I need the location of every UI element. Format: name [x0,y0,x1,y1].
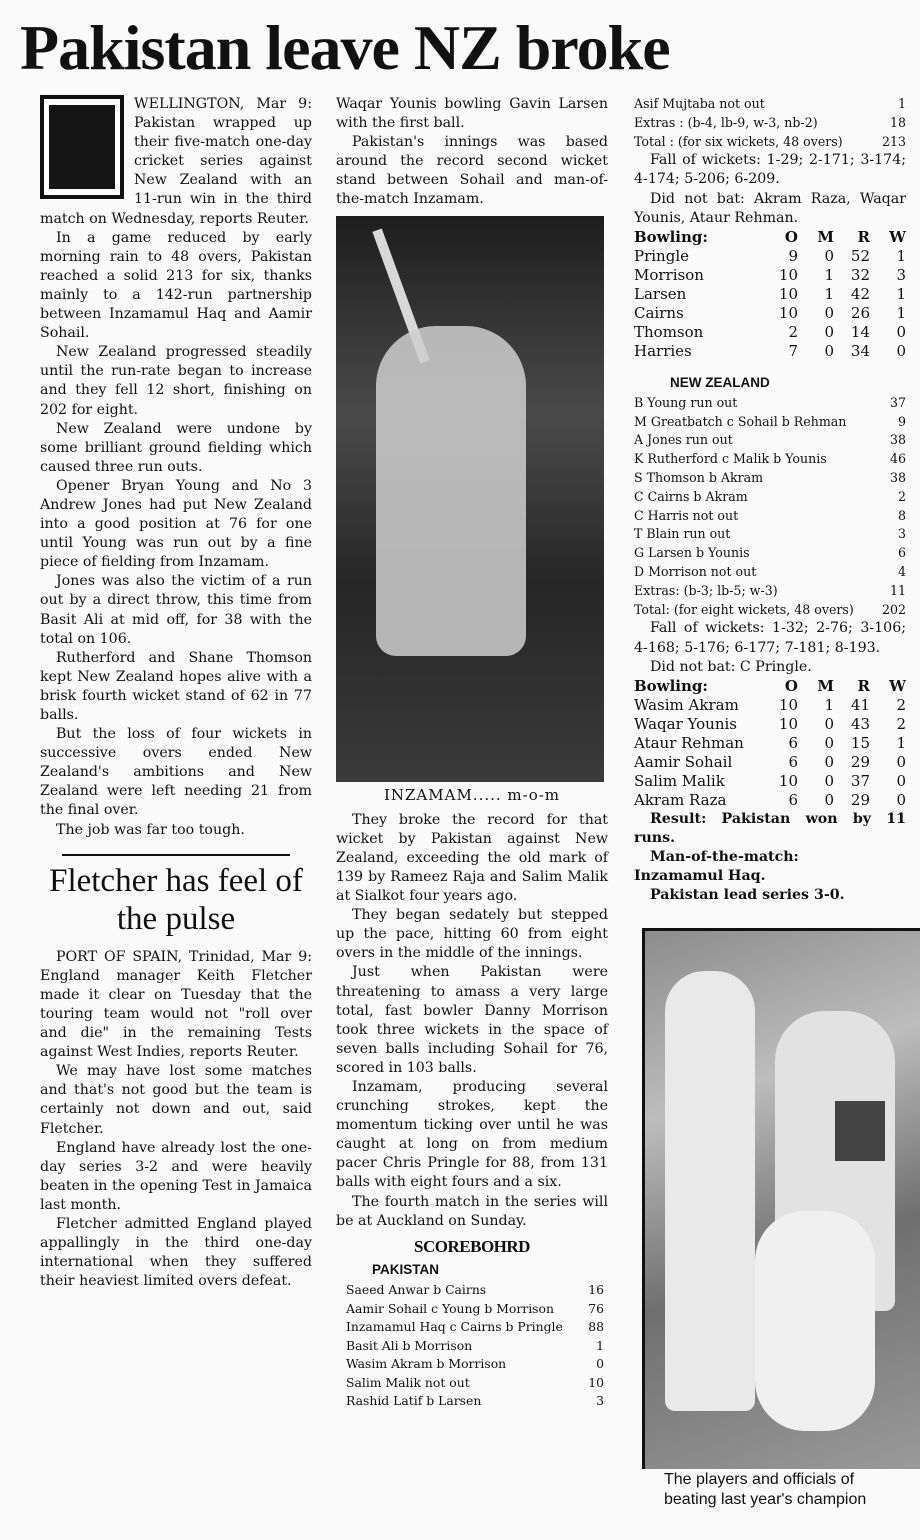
bowling-header: Bowling: O M R W [634,227,906,246]
main-story-continued [336,95,608,210]
batting-row: C Harris not out 8 [634,507,906,523]
main-story-body [40,95,312,840]
paragraph: Fletcher admitted England played appallingly in the third one-day international when they suffered their heaviest limited overs defeat. [40,1215,312,1290]
batting-row: Aamir Sohail c Young b Morrison 76 [346,1300,604,1316]
batting-row: B Young run out 37 [634,394,906,410]
paragraph: Just when Pakistan were threatening to amass a very large total, fast bowler Danny Morrison took three wickets in the space of seven balls including Sohail for 76, scored in 103 balls. [336,964,608,1076]
second-story-body [40,948,312,1292]
batting-row: K Rutherford c Malik b Younis 46 [634,451,906,467]
pakistan-heading: PAKISTAN [372,1261,439,1277]
pakistan-batting-list [336,1281,608,1411]
paragraph: Rutherford and Shane Thomson kept New Zealand hopes alive with a brisk fourth wicket stand of 62 in 77 balls. [40,649,312,723]
paragraph: New Zealand progressed steadily until the run-rate began to increase and they fell 12 short, finishing on 202 for eight. [40,344,312,418]
pak-bowling-table [634,696,906,810]
paragraph: New Zealand were undone by some brilliant ground fielding which caused three run outs. [40,420,312,475]
batting-row: S Thomson b Akram 38 [634,470,906,486]
bowling-header-2: Bowling: O M R W [634,676,906,695]
paragraph: The job was far too tough. [56,821,245,838]
nz-heading: NEW ZEALAND [670,374,770,390]
pak-total: Total : (for six wickets, 48 overs) 213 [634,133,906,149]
bowling-row: Waqar Younis 10 0 43 2 [634,714,906,733]
paragraph: Jones was also the victim of a run out by a direct throw, this time from Basit Ali at mid off, for 38 with the total on 106. [40,573,312,647]
paragraph: But the loss of four wickets in successive overs ended New Zealand's ambitions and New Zealand were left needing 21 from the final over. [40,726,312,819]
bowling-row: Pringle 9 0 52 1 [634,246,906,265]
paragraph: In a game reduced by early morning rain to 48 overs, Pakistan reached a solid 213 for six, thanks mainly to a 142-run partnership between Inzamamul Haq and Aamir Sohail. [40,229,312,342]
team-photo [642,928,920,1469]
bowling-row: Thomson 2 0 14 0 [634,322,906,341]
main-story-continued-2 [336,811,608,1231]
scoreboard-title: SCOREBOHRD [414,1236,530,1256]
pak-fall-of-wickets: Fall of wickets: 1-29; 2-171; 3-174; 4-174; 5-206; 6-209. [634,152,906,188]
paragraph: They broke the record for that wicket by Pakistan against New Zealand, exceeding the old mark of 139 by Rameez Raja and Salim Malik at Sialkot four years ago. [336,811,608,905]
batting-row: Salim Malik not out 10 [346,1374,604,1390]
batting-row: Basit Ali b Morrison 1 [346,1337,604,1353]
bowling-row: Cairns 10 0 26 1 [634,303,906,322]
paragraph: Opener Bryan Young and No 3 Andrew Jones had put New Zealand into a good position at 76 for one until Young was run out by a fine piece of fielding from Inzamam. [40,477,312,571]
pakistan-batting-continued [634,95,906,114]
main-story-column-2 [336,95,608,1411]
pak-did-not-bat: Did not bat: Akram Raza, Waqar Younis, Ataur Rehman. [634,190,906,226]
nz-total: Total: (for eight wickets, 48 overs) 202 [634,601,906,617]
nz-fall-of-wickets: Fall of wickets: 1-32; 2-76; 3-106; 4-168; 5-176; 6-177; 7-181; 8-193. [634,620,906,656]
paragraph: PORT OF SPAIN, Trinidad, Mar 9: England manager Keith Fletcher made it clear on Tuesday that the touring team would not "roll over and die" in the remaining Tests against West Indies, reports Reuter. [40,948,312,1061]
divider [62,854,290,856]
series-status: Pakistan lead series 3-0. [650,887,845,904]
bowling-row: Wasim Akram 10 1 41 2 [634,695,906,714]
bowling-row: Ataur Rehman 6 0 15 1 [634,733,906,752]
main-story-column-1 [40,95,312,1291]
cricket-logo-icon [40,95,124,199]
paragraph: Waqar Younis bowling Gavin Larsen with the first ball. [336,96,608,132]
batting-row: G Larsen b Younis 6 [634,545,906,561]
pak-extras: Extras : (b-4, lb-9, w-3, nb-2) 18 [634,114,906,130]
scoreboard-column [634,95,906,905]
bowling-row: Larsen 10 1 42 1 [634,284,906,303]
batting-row: Saeed Anwar b Cairns 16 [346,1281,604,1297]
paragraph: The fourth match in the series will be at Auckland on Sunday. [336,1193,608,1229]
mom-label: Man-of-the-match: [650,848,799,865]
mom-name: Inzamamul Haq. [634,867,766,884]
batting-row: T Blain run out 3 [634,526,906,542]
batting-row: M Greatbatch c Sohail b Rehman 9 [634,413,906,429]
nz-extras: Extras: (b-3; lb-5; w-3) 11 [634,582,906,598]
batting-row: A Jones run out 38 [634,432,906,448]
paragraph: Inzamam, producing several crunching strokes, kept the momentum ticking over until he was caught at long on from medium pacer Chris Pringle for 88, from 131 balls with eight fours and a six. [336,1078,608,1191]
second-story-title: Fletcher has feel of the pulse [49,862,303,937]
bowling-row: Salim Malik 10 0 37 0 [634,771,906,790]
batting-row: Asif Mujtaba not out 1 [634,96,906,111]
paragraph: Pakistan's innings was based around the record second wicket stand between Sohail and man-of-the-match Inzamam. [336,134,608,208]
bowling-row: Aamir Sohail 6 0 29 0 [634,752,906,771]
photo-caption: INZAMAM..... m-o-m [383,785,561,804]
batting-row: D Morrison not out 4 [634,564,906,580]
batting-row: Wasim Akram b Morrison 0 [346,1356,604,1372]
paragraph: We may have lost some matches and that's not good but the team is certainly not down and out, said Fletcher. [40,1063,312,1137]
batting-row: Inzamamul Haq c Cairns b Pringle 88 [346,1319,604,1335]
bowling-row: Harries 7 0 34 0 [634,341,906,360]
bowling-row: Akram Raza 6 0 29 0 [634,790,906,809]
nz-batting-list [634,394,906,582]
headline: Pakistan leave NZ broke [20,12,670,83]
paragraph: England have already lost the one-day series 3-2 and were heavily beaten in the opening Test in Jamaica last month. [40,1139,312,1213]
nz-did-not-bat: Did not bat: C Pringle. [650,658,812,675]
paragraph: They began sedately but stepped up the pace, hitting 60 from eight overs in the middle of the innings. [336,907,608,962]
inzamam-photo [336,216,604,782]
team-photo-caption: The players and officials of beating last year's champion [664,1471,867,1508]
nz-bowling-table [634,247,906,361]
paragraph: WELLINGTON, Mar 9: Pakistan wrapped up their five-match one-day cricket series against New Zealand with an 11-run win in the third match on Wednesday, reports Reuter. [40,96,312,227]
batting-row: C Cairns b Akram 2 [634,488,906,504]
match-result: Result: Pakistan won by 11 runs. [634,810,906,846]
bowling-row: Morrison 10 1 32 3 [634,265,906,284]
batting-row: Rashid Latif b Larsen 3 [346,1393,604,1409]
